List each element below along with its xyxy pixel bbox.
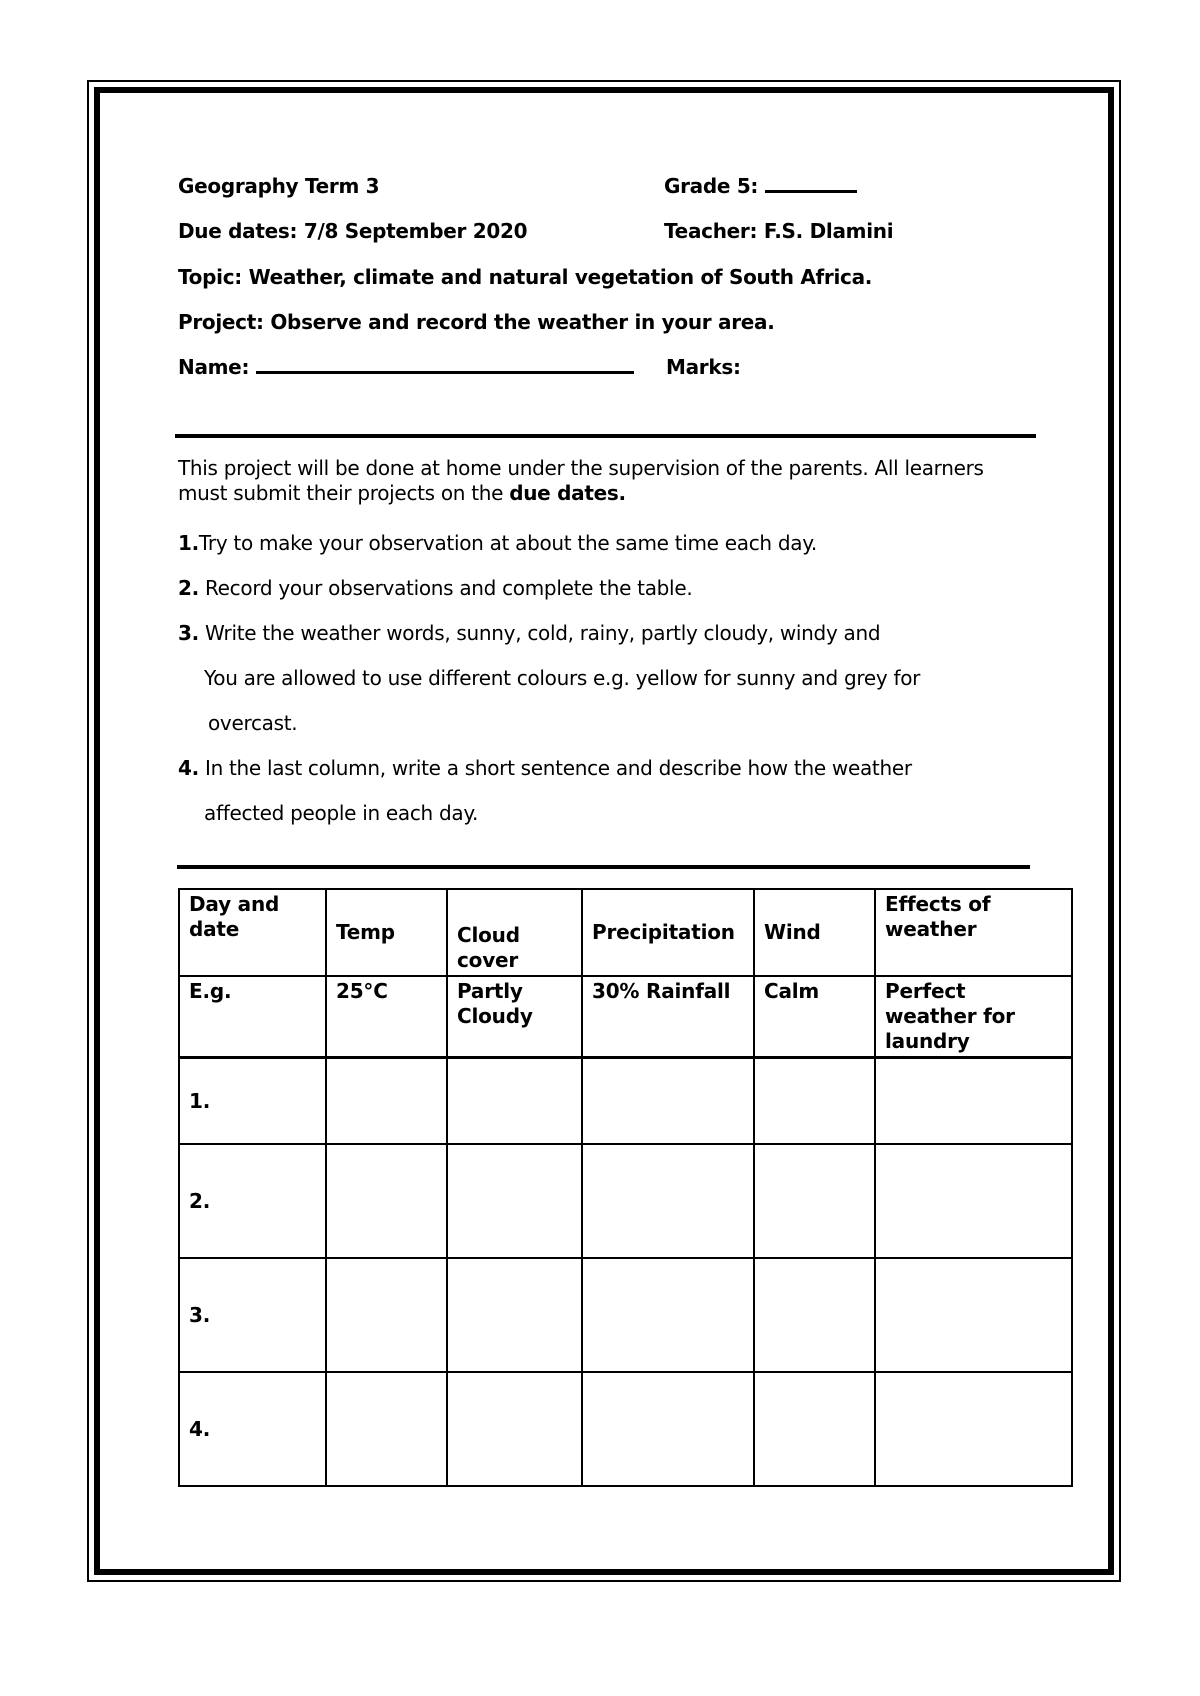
example-cloud: Partly Cloudy (447, 976, 582, 1058)
subject-title: Geography Term 3 (178, 174, 380, 198)
instruction-3-line-2: You are allowed to use different colours e.g. yellow for sunny and grey for (204, 666, 921, 690)
table-cell[interactable] (754, 1258, 875, 1372)
table-cell[interactable] (447, 1372, 582, 1486)
topic-line: Topic: Weather, climate and natural vegetation of South Africa. (178, 265, 873, 289)
name-blank[interactable] (256, 371, 634, 374)
table-cell[interactable] (754, 1144, 875, 1258)
instruction-4-number: 4. (178, 756, 199, 780)
instruction-1-text: Try to make your observation at about the same time each day. (198, 531, 817, 555)
header-effects: Effects of weather (875, 889, 1072, 976)
table-cell[interactable] (582, 1144, 754, 1258)
table-cell[interactable] (326, 1058, 447, 1145)
table-divider (177, 865, 1030, 869)
instruction-2 (178, 576, 692, 600)
table-cell[interactable] (582, 1058, 754, 1145)
header-wind: Wind (754, 889, 875, 976)
section-divider (175, 434, 1036, 438)
example-day: E.g. (179, 976, 326, 1058)
instruction-2-number: 2. (178, 576, 199, 600)
header-day-date: Day and date (179, 889, 326, 976)
weather-table (178, 888, 1073, 1487)
table-cell[interactable] (447, 1058, 582, 1145)
instruction-1 (178, 531, 817, 555)
table-example-row (179, 976, 1072, 1058)
table-cell[interactable] (326, 1258, 447, 1372)
table-cell[interactable] (875, 1372, 1072, 1486)
row-number: 2. (179, 1144, 326, 1258)
intro-text: This project will be done at home under the supervision of the parents. All learners must submit their projects on the (178, 456, 984, 505)
grade-field (664, 174, 857, 198)
header-precipitation: Precipitation (582, 889, 754, 976)
row-number: 3. (179, 1258, 326, 1372)
table-cell[interactable] (754, 1058, 875, 1145)
grade-label: Grade 5: (664, 174, 759, 198)
grade-blank[interactable] (765, 190, 857, 193)
table-cell[interactable] (582, 1258, 754, 1372)
instruction-3 (178, 621, 880, 645)
table-row (179, 1058, 1072, 1145)
name-label: Name: (178, 355, 250, 379)
due-dates: Due dates: 7/8 September 2020 (178, 219, 528, 243)
table-cell[interactable] (875, 1258, 1072, 1372)
table-cell[interactable] (875, 1144, 1072, 1258)
table-cell[interactable] (875, 1058, 1072, 1145)
example-wind: Calm (754, 976, 875, 1058)
header-temp: Temp (326, 889, 447, 976)
intro-due-dates: due dates. (509, 481, 626, 505)
intro-paragraph (178, 456, 1028, 506)
example-effects: Perfect weather for laundry (875, 976, 1072, 1058)
name-field (178, 355, 634, 379)
table-cell[interactable] (326, 1144, 447, 1258)
instruction-4 (178, 756, 912, 780)
table-cell[interactable] (447, 1144, 582, 1258)
instruction-3-number: 3. (178, 621, 199, 645)
table-cell[interactable] (326, 1372, 447, 1486)
instruction-2-text: Record your observations and complete the table. (198, 576, 693, 600)
instruction-3-text: Write the weather words, sunny, cold, rainy, partly cloudy, windy and (198, 621, 881, 645)
table-header-row (179, 889, 1072, 976)
table-cell[interactable] (582, 1372, 754, 1486)
instruction-4-text: In the last column, write a short sentence and describe how the weather (198, 756, 912, 780)
header-cloud-cover: Cloud cover (447, 889, 582, 976)
marks-label: Marks: (666, 355, 741, 379)
row-number: 4. (179, 1372, 326, 1486)
table-cell[interactable] (754, 1372, 875, 1486)
table-row (179, 1258, 1072, 1372)
instruction-3-line-3: overcast. (208, 711, 298, 735)
project-line: Project: Observe and record the weather in your area. (178, 310, 775, 334)
instruction-1-number: 1. (178, 531, 199, 555)
example-precip: 30% Rainfall (582, 976, 754, 1058)
table-row (179, 1372, 1072, 1486)
teacher-name: Teacher: F.S. Dlamini (664, 219, 894, 243)
instruction-4-line-2: affected people in each day. (204, 801, 479, 825)
example-temp: 25°C (326, 976, 447, 1058)
row-number: 1. (179, 1058, 326, 1145)
table-cell[interactable] (447, 1258, 582, 1372)
table-row (179, 1144, 1072, 1258)
